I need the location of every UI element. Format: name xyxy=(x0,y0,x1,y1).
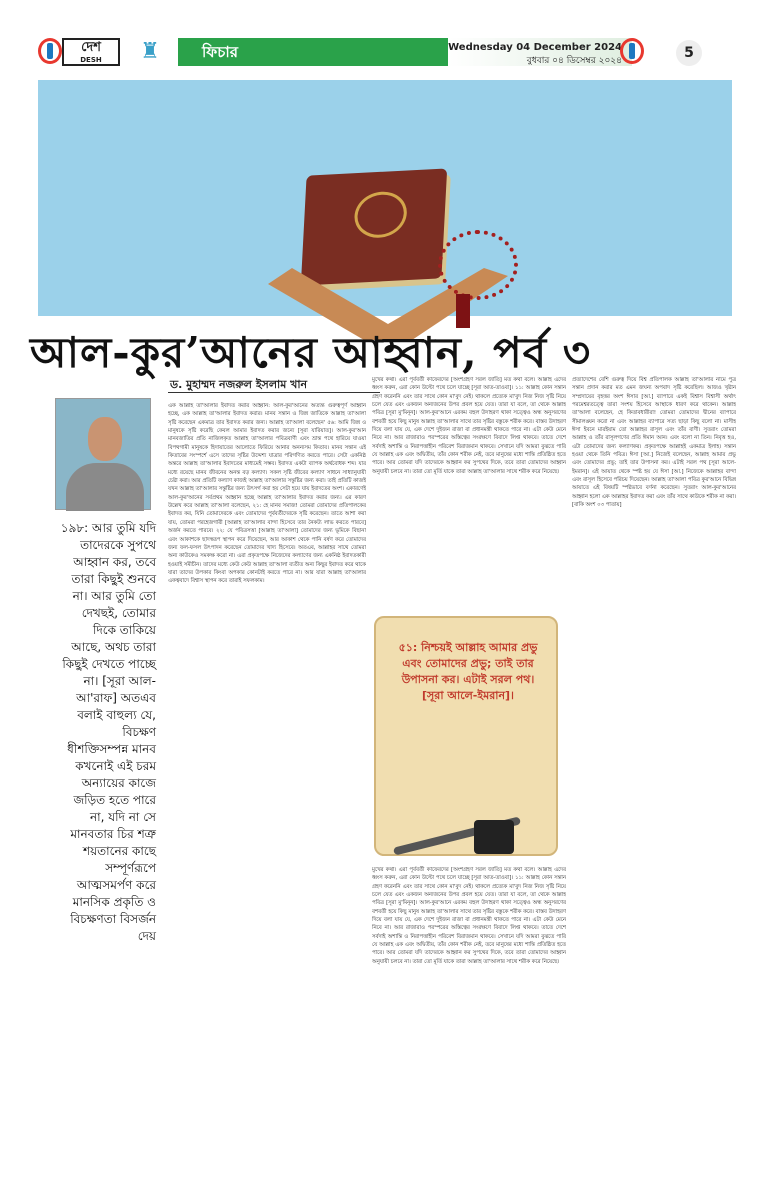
pull-quote: ১৯৮: আর তুমি যদি তাদেরকে সুপথে আহ্বান কর, তবে তারা কিছুই শুনবে না। আর তুমি তো দেখছই, তোমার দিকে তাকিয়ে আছে, অথচ তারা কিছুই দেখতে পাচ্ছে না। [সূরা আল-আ'রাফ] অতএব বলাই বাহুল্য যে, বিচক্ষণ ধীশক্তিসম্পন্ন মানব কখনোই এই চরম অন্যায়ের কাজে জড়িত হতে পারে না, যদি না সে মানবতার চির শত্রু শয়তানের কাছে সম্পূর্ণরূপে আত্মসমর্পণ করে মানসিক প্রকৃতি ও বিচক্ষণতা বিসর্জন দেয় xyxy=(60,521,156,943)
author-coat xyxy=(66,463,144,511)
quote-scroll xyxy=(374,616,558,856)
date-english: Wednesday 04 December 2024 xyxy=(448,42,622,53)
article-column-3: প্রত্যাদেশের বেশি গুরুত্ব দিয়ে বিশ্ব প্রতিপালক আল্লাহ তা'আলার নামে পুত্র সন্তান প্রদান করার মত এমন জঘন্য অপবাদ সৃষ্টি করেছিল। আজও খৃষ্টান সম্প্রদায়ের বৃহত্তর অংশ ঈসার [আ.] ব্যাপারে একই বিশ্বাস বিশ্বাসী অর্থাৎ পরমেশ্বরতত্ত্বে তারা সংশয় হিসেবে আস্থাকে ধারণ করে থাকেন। আল্লাহ তা'আলা বলেছেন, হে কিতাবধারীরা! তোমরা তোমাদের দ্বীনের ব্যাপারে সীমালঙ্ঘন করো না এবং আল্লাহর ব্যাপারে সত্য ছাড়া কিছু বলো না। মাসীহ ঈসা ইবনে মারইয়াম তো আল্লাহর রাসূল এবং তাঁর বাণী। সুতরাং তোমরা আল্লাহ ও তাঁর রাসূলগণের প্রতি ঈমান আন। এবং বলো না তিন। নিবৃত্ত হও, এটা তোমাদের জন্য কল্যাণকর। প্রকৃতপক্ষে আল্লাহই একমাত্র ইলাহ। সন্তান হওয়া থেকে তিনি পবিত্র। ঈসা [আ.] নিজেই বলেছেন, আল্লাহ আমার প্রভু এবং তোমাদের প্রভু; তাই তার উপাসনা কর। এটাই সরল পথ [সূরা আলে-ইমরান]। এই আয়াত থেকে স্পষ্ট হয় যে ঈসা [আ.] নিজেকে আল্লাহর বান্দা এবং রাসূল হিসেবে পরিচয় দিয়েছেন। আল্লাহ তা'আলা পবিত্র কুর'আনে বিভিন্ন আয়াতে এই বিষয়টি স্পষ্টভাবে বর্ণনা করেছেন। সুতরাং আল-কুর'আনের আহ্বান হলো এক আল্লাহর ইবাদত করা এবং তাঁর সাথে কাউকে শরীক না করা। [বাকি অংশ ০৩ পাতায়] xyxy=(572,377,736,509)
author-byline: ড. মুহাম্মদ নজরুল ইসলাম খান xyxy=(170,378,308,391)
byline-divider xyxy=(168,392,380,393)
author-face xyxy=(88,417,122,461)
quran-book-icon xyxy=(301,168,447,285)
section-label: ফিচার xyxy=(178,38,448,66)
article-column-2-bottom: মুখের কথা। এরা পূর্ববর্তী কাফেরদের [অংশগ্রহণ সরল জাতি] মত কথা বলে। আল্লাহ এদের ধ্বংস করুন, এরা কোন উল্টো পথে চলে যাচ্ছে [সূরা আত-তাওবা]। ১১: আল্লাহ কোন সন্তান গ্রহণ করেননি এবং তার সাথে কোন মা'বুদ নেই। থাকলে প্রত্যেক মা'বুদ নিজ নিজ সৃষ্টি নিয়ে চলে যেত এবং একজন অন্যজনের উপর প্রবল হয়ে যেত। তারা যা বলে, তা থেকে আল্লাহ পবিত্র [সূরা মু'মিনূন]। আল-কুর'আনে এরকম বহুল উদাহরণ থাকা সত্ত্বেও অন্ধ অনুসরণের বশবর্তী হয়ে কিছু মানুষ আল্লাহ তা'আলার সাথে তার সৃষ্টির বস্তুকে শরীক করে। বাস্তব উদাহরণ দিয়ে বলা যায় যে, এক দেশে দুইজন রাজা বা প্রধানমন্ত্রী থাকতে পারে না। এটা কেউ মেনে নিবে না। আর রাজারাও পরস্পরের অস্তিত্বের সংরক্ষণে বিবাদে লিপ্ত থাকবে। তাতে দেশে সর্বদাই অশান্তি ও নিরাপত্তাহীন পরিবেশ বিরাজমান থাকবে। সেখানে যদি আমরা বুঝতে পারি যে আল্লাহ এক এবং অদ্বিতীয়, তাঁর কোন শরীক নেই, তবে মানুষের মধ্যে শান্তি প্রতিষ্ঠিত হতে পারে। আর তোমরা যদি তাদেরকে আহ্বান কর সুপথের দিকে, তবে তারা তোমাদের আহ্বান অনুযায়ী চলবে না। তারা তো মূর্তি যাকে তারা আল্লাহ তা'আলার সাথে শরীক করে নিয়েছে। xyxy=(372,867,566,965)
date-block xyxy=(448,38,632,66)
page-header xyxy=(0,0,770,72)
scroll-quote-text: ৫১: নিশ্চয়ই আল্লাহ আমার প্রভু এবং তোমাদের প্রভু; তাই তার উপাসনা কর। এটাই সরল পথ। [সূরা আলে-ইমরান]। xyxy=(398,641,538,702)
binder-ring-icon xyxy=(38,38,62,64)
article-column-1: এক আল্লাহ তা'আলার ইবাদত করার আহ্বান: আল-কুর'আনের অত্যন্ত গুরুত্বপূর্ণ আহ্বান হচ্ছে, এক আল্লাহ তা'আলার ইবাদত করার। মানব সন্তান ও জিন্ন জাতিকে আল্লাহ তা'আলা সৃষ্টি করেছেন একমাত্র তার ইবাদত করার জন্য। আল্লাহ তা'আলা বলেছেন' ৫৬: আমি জিন্ন ও মানুষকে সৃষ্টি করেছি কেবল আমার ইবাদত করার জন্যে [সূরা যারিয়াত]। আল-কুর'আন মানবজাতির প্রতি নাজিলকৃত আল্লাহ তা'আলার পবিত্রবাণী এবং ভ্রান্ত পথে হারিয়ে যাওয়া বিপথগামী মানুষকে হিদায়াতের আলোতে ফিরিয়ে আনার অনন্যসম কিতাব। মানব সন্তান এই কিতাবের সংস্পর্শে এসে তাদের সৃষ্টির উদ্দেশ্য যাত্রার পরিগণিত করতে পারে। সেটা একনিষ্ঠ অন্তরে আল্লাহ তা'আলার ইবাদতের মাধ্যমেই সম্ভব। ইবাদত একটা ব্যাপক অর্থবোধক শব্দ। যার মধ্যে রয়েছে মানব জীবনের অনন্ত বড় কল্যাণ। সকল সৃষ্টি জীবের কল্যাণ সাধনে সাধ্যানুযায়ী চেষ্টা করা। আর প্রতিটি কল্যাণ কাজই আল্লাহ তা'আলার সন্তুষ্টির জন্য করা। তাই প্রতিটি কাজই যখন আল্লাহ তা'আলার সন্তুষ্টির জন্য উৎসর্গ করা হয় সেটা হয়ে যায় ইবাদতের অংশ। একারণেই আল-কুর'আনের সর্বপ্রথম আহ্বান হচ্ছে আল্লাহ তা'আলার ইবাদত করার জন্য। এর কারণ উল্লেখ করে আল্লাহ তা'আলা বলেছেন, ২১: হে মানব সমাজ! তোমরা তোমাদের প্রতিপালকের ইবাদত কর, যিনি তোমাদেরকে এবং তোমাদের পূর্ববর্তীদেরকে সৃষ্টি করেছেন। তাতে আশা করা যায়, তোমরা পরহেজগারী [আল্লাহ তা'আলার বান্দা হিসেবে তার নৈকট্য লাভ করতে পারবে] অর্জন করতে পারবে। ২২: যে পবিত্রসত্তা [আল্লাহ তা'আলা] তোমাদের জন্য ভূমিকে বিছানা এবং আকাশকে ছাদস্বরূপ স্থাপন করে দিয়েছেন, আর আকাশ থেকে পানি বর্ষণ করে তোমাদের জন্য ফল-ফসল উৎপাদন করেছেন তোমাদের খাদ্য হিসেবে। অতএব, আল্লাহর সাথে তোমরা অন্য কাউকেও সমকক্ষ করো না। এরা প্রকৃতপক্ষে নিজেদের কল্যাণের জন্য একনিষ্ঠ ইবাদতকারী হওয়াই সমীচীন। তাদের মধ্যে কেউ কেউ আল্লাহ তা'আলা ব্যতীত অন্য কিছুর ইবাদত করে থাকে যারা তাদের উপকার কিংবা অপকার কোনটাই করতে পারে না। আর যারা আল্লাহ তা'আলার একত্ববাদে বিশ্বাস স্থাপন করে তারাই সফলকাম। xyxy=(168,403,366,585)
article-column-2: মুখের কথা। এরা পূর্ববর্তী কাফেরদের [অংশগ্রহণ সরল জাতি] মত কথা বলে। আল্লাহ এদের ধ্বংস করুন, এরা কোন উল্টো পথে চলে যাচ্ছে [সূরা আত-তাওবা]। ১১: আল্লাহ কোন সন্তান গ্রহণ করেননি এবং তার সাথে কোন মা'বুদ নেই। থাকলে প্রত্যেক মা'বুদ নিজ নিজ সৃষ্টি নিয়ে চলে যেত এবং একজন অন্যজনের উপর প্রবল হয়ে যেত। তারা যা বলে, তা থেকে আল্লাহ পবিত্র [সূরা মু'মিনূন]। আল-কুর'আনে এরকম বহুল উদাহরণ থাকা সত্ত্বেও অন্ধ অনুসরণের বশবর্তী হয়ে কিছু মানুষ আল্লাহ তা'আলার সাথে তার সৃষ্টির বস্তুকে শরীক করে। বাস্তব উদাহরণ দিয়ে বলা যায় যে, এক দেশে দুইজন রাজা বা প্রধানমন্ত্রী থাকতে পারে না। এটা কেউ মেনে নিবে না। আর রাজারাও পরস্পরের অস্তিত্বের সংরক্ষণে বিবাদে লিপ্ত থাকবে। তাতে দেশে সর্বদাই অশান্তি ও নিরাপত্তাহীন পরিবেশ বিরাজমান থাকবে। সেখানে যদি আমরা বুঝতে পারি যে আল্লাহ এক এবং অদ্বিতীয়, তাঁর কোন শরীক নেই, তবে মানুষের মধ্যে শান্তি প্রতিষ্ঠিত হতে পারে। আর তোমরা যদি তাদেরকে আহ্বান কর সুপথের দিকে, তবে তারা তোমাদের আহ্বান অনুযায়ী চলবে না। তারা তো মূর্তি যাকে তারা আল্লাহ তা'আলার সাথে শরীক করে নিয়েছে। xyxy=(372,377,566,475)
article-title: আল-কুর’আনের আহ্বান, পর্ব ৩ xyxy=(30,328,592,377)
article-banner-image xyxy=(38,80,732,316)
binder-ring-icon xyxy=(620,38,644,64)
date-bangla: বুধবার ০৪ ডিসেম্বর ২০২৪ xyxy=(526,56,622,66)
author-photo xyxy=(55,398,151,510)
prayer-beads-icon xyxy=(438,230,518,300)
inkpot-icon xyxy=(474,820,514,854)
logo-subtext: DESH xyxy=(80,56,102,64)
page-number: 5 xyxy=(676,40,702,66)
logo-text: দেশ xyxy=(81,40,101,55)
newspaper-logo[interactable] xyxy=(62,38,120,66)
statue-icon: ♜ xyxy=(140,39,160,64)
